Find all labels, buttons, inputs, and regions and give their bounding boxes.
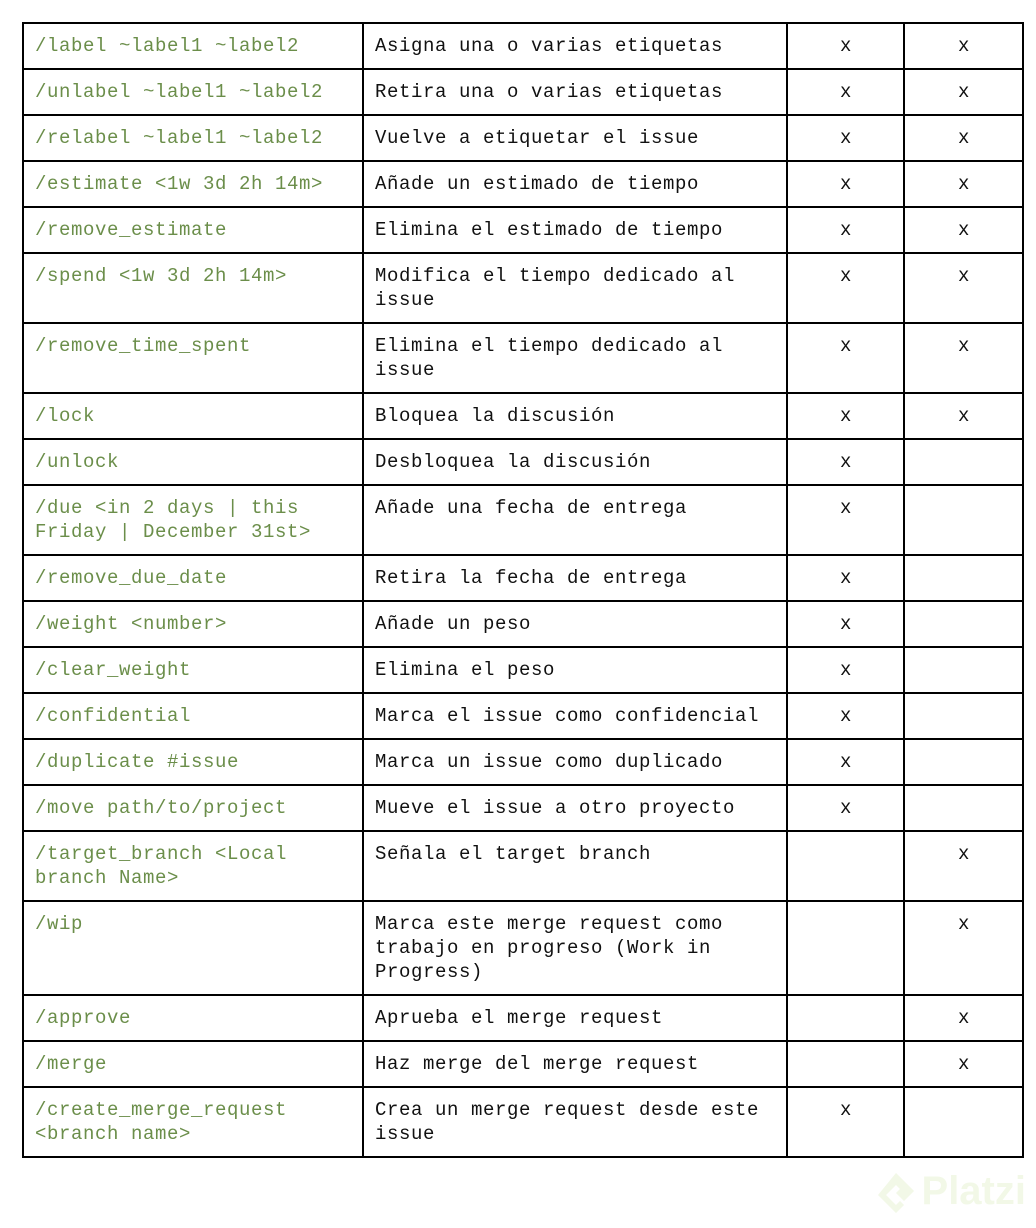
table-row [23,115,1023,161]
issue-mark-cell: x [787,115,904,161]
command-cell: /clear_weight [23,647,363,693]
table-row [23,161,1023,207]
issue-mark-cell: x [787,393,904,439]
merge-request-mark-cell: x [904,207,1023,253]
merge-request-mark-cell [904,485,1023,555]
issue-mark-cell: x [787,785,904,831]
command-cell: /unlock [23,439,363,485]
description-cell: Marca este merge request como trabajo en progreso (Work in Progress) [363,901,787,995]
table-row [23,555,1023,601]
command-cell: /merge [23,1041,363,1087]
issue-mark-cell: x [787,601,904,647]
command-cell: /duplicate #issue [23,739,363,785]
issue-mark-cell: x [787,161,904,207]
merge-request-mark-cell: x [904,161,1023,207]
command-cell: /target_branch <Local branch Name> [23,831,363,901]
description-cell: Marca el issue como confidencial [363,693,787,739]
issue-mark-cell: x [787,439,904,485]
watermark-text: Platzi [921,1169,1026,1213]
merge-request-mark-cell: x [904,995,1023,1041]
command-cell: /relabel ~label1 ~label2 [23,115,363,161]
table-row [23,693,1023,739]
table-body [23,23,1023,1157]
table-row [23,439,1023,485]
command-cell: /lock [23,393,363,439]
table-row [23,1087,1023,1157]
issue-mark-cell: x [787,1087,904,1157]
description-cell: Retira la fecha de entrega [363,555,787,601]
command-cell: /remove_due_date [23,555,363,601]
command-cell: /approve [23,995,363,1041]
command-cell: /spend <1w 3d 2h 14m> [23,253,363,323]
table-row [23,23,1023,69]
description-cell: Modifica el tiempo dedicado al issue [363,253,787,323]
description-cell: Desbloquea la discusión [363,439,787,485]
merge-request-mark-cell [904,739,1023,785]
command-cell: /due <in 2 days | this Friday | December 31st> [23,485,363,555]
page-content [22,22,1024,1158]
command-cell: /label ~label1 ~label2 [23,23,363,69]
platzi-logo-icon [874,1170,918,1214]
issue-mark-cell [787,1041,904,1087]
merge-request-mark-cell: x [904,115,1023,161]
table-row [23,393,1023,439]
table-row [23,647,1023,693]
merge-request-mark-cell: x [904,901,1023,995]
issue-mark-cell: x [787,693,904,739]
table-row [23,323,1023,393]
command-cell: /unlabel ~label1 ~label2 [23,69,363,115]
command-cell: /wip [23,901,363,995]
description-cell: Elimina el peso [363,647,787,693]
issue-mark-cell: x [787,23,904,69]
issue-mark-cell [787,901,904,995]
issue-mark-cell: x [787,555,904,601]
merge-request-mark-cell: x [904,393,1023,439]
description-cell: Haz merge del merge request [363,1041,787,1087]
merge-request-mark-cell [904,601,1023,647]
quick-actions-table [22,22,1024,1158]
issue-mark-cell [787,831,904,901]
description-cell: Asigna una o varias etiquetas [363,23,787,69]
merge-request-mark-cell [904,647,1023,693]
table-row [23,69,1023,115]
merge-request-mark-cell: x [904,69,1023,115]
issue-mark-cell [787,995,904,1041]
merge-request-mark-cell [904,555,1023,601]
issue-mark-cell: x [787,485,904,555]
merge-request-mark-cell [904,785,1023,831]
merge-request-mark-cell: x [904,831,1023,901]
command-cell: /weight <number> [23,601,363,647]
table-row [23,995,1023,1041]
merge-request-mark-cell [904,1087,1023,1157]
issue-mark-cell: x [787,323,904,393]
table-row [23,785,1023,831]
merge-request-mark-cell [904,439,1023,485]
description-cell: Retira una o varias etiquetas [363,69,787,115]
table-row [23,831,1023,901]
merge-request-mark-cell: x [904,253,1023,323]
description-cell: Vuelve a etiquetar el issue [363,115,787,161]
command-cell: /confidential [23,693,363,739]
table-row [23,1041,1023,1087]
table-row [23,207,1023,253]
description-cell: Marca un issue como duplicado [363,739,787,785]
description-cell: Señala el target branch [363,831,787,901]
issue-mark-cell: x [787,207,904,253]
table-row [23,901,1023,995]
description-cell: Añade un peso [363,601,787,647]
merge-request-mark-cell: x [904,23,1023,69]
issue-mark-cell: x [787,647,904,693]
command-cell: /remove_time_spent [23,323,363,393]
description-cell: Elimina el tiempo dedicado al issue [363,323,787,393]
description-cell: Elimina el estimado de tiempo [363,207,787,253]
issue-mark-cell: x [787,69,904,115]
merge-request-mark-cell: x [904,1041,1023,1087]
issue-mark-cell: x [787,253,904,323]
issue-mark-cell: x [787,739,904,785]
table-row [23,485,1023,555]
command-cell: /move path/to/project [23,785,363,831]
description-cell: Aprueba el merge request [363,995,787,1041]
merge-request-mark-cell: x [904,323,1023,393]
description-cell: Mueve el issue a otro proyecto [363,785,787,831]
table-row [23,601,1023,647]
merge-request-mark-cell [904,693,1023,739]
description-cell: Añade un estimado de tiempo [363,161,787,207]
platzi-watermark [874,1169,1026,1214]
table-row [23,253,1023,323]
command-cell: /remove_estimate [23,207,363,253]
description-cell: Añade una fecha de entrega [363,485,787,555]
command-cell: /create_merge_request <branch name> [23,1087,363,1157]
command-cell: /estimate <1w 3d 2h 14m> [23,161,363,207]
description-cell: Crea un merge request desde este issue [363,1087,787,1157]
description-cell: Bloquea la discusión [363,393,787,439]
table-row [23,739,1023,785]
